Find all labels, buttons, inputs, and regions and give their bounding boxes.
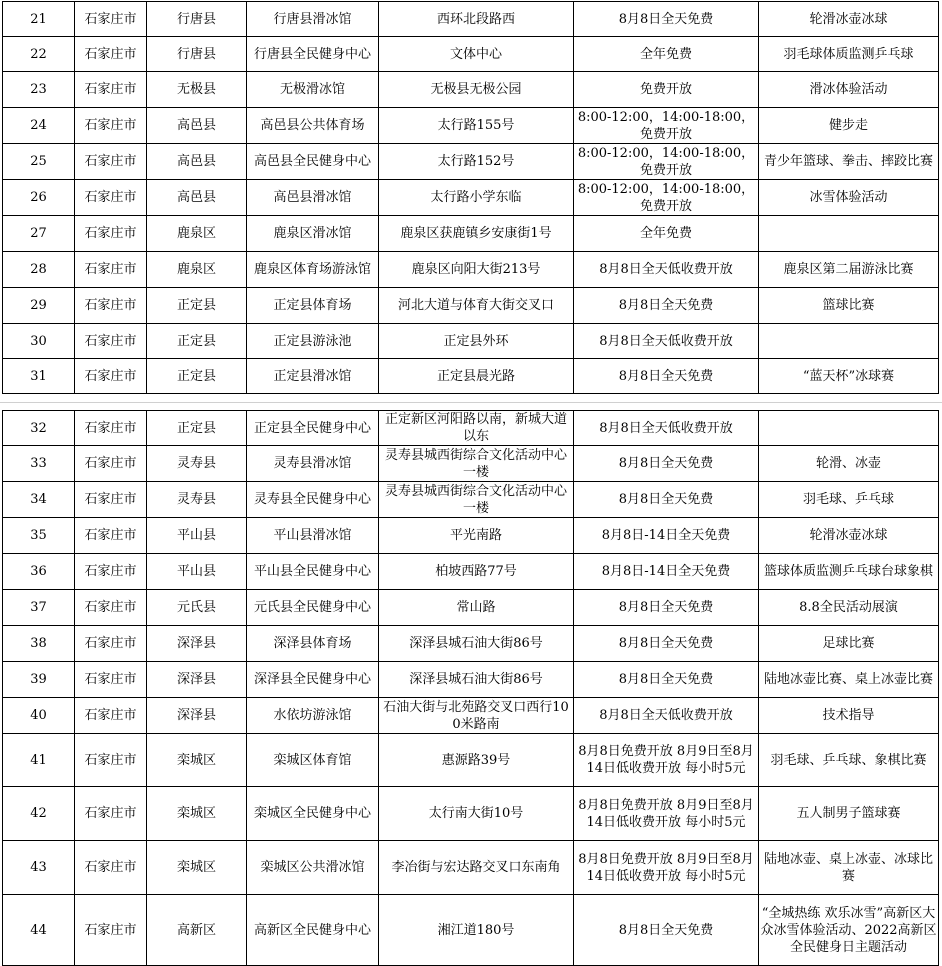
venue-table-part2 bbox=[2, 410, 939, 966]
venue-cell: 正定县游泳池 bbox=[247, 324, 379, 359]
city-cell: 石家庄市 bbox=[75, 288, 147, 324]
address-cell: 太行路155号 bbox=[379, 108, 574, 144]
activity-cell: 羽毛球、乒乓球、象棋比赛 bbox=[759, 734, 939, 787]
address-cell: 鹿泉区向阳大街213号 bbox=[379, 252, 574, 288]
hours-cell: 8月8日全天免费 bbox=[574, 590, 759, 626]
hours-cell: 全年免费 bbox=[574, 216, 759, 252]
venue-cell: 灵寿县滑冰馆 bbox=[247, 446, 379, 482]
venue-cell: 正定县滑冰馆 bbox=[247, 359, 379, 394]
county-cell: 元氏县 bbox=[147, 590, 247, 626]
activity-cell: 青少年篮球、拳击、摔跤比赛 bbox=[759, 144, 939, 180]
county-cell: 平山县 bbox=[147, 518, 247, 554]
table-row bbox=[3, 482, 939, 518]
activity-cell: 轮滑、冰壶 bbox=[759, 446, 939, 482]
county-cell: 灵寿县 bbox=[147, 482, 247, 518]
hours-cell: 8月8日全天免费 bbox=[574, 359, 759, 394]
venue-cell: 正定县全民健身中心 bbox=[247, 411, 379, 446]
activity-cell: 鹿泉区第二届游泳比赛 bbox=[759, 252, 939, 288]
hours-cell: 8月8日免费开放 8月9日至8月14日低收费开放 每小时5元 bbox=[574, 734, 759, 787]
activity-cell: 技术指导 bbox=[759, 698, 939, 734]
table-row bbox=[3, 662, 939, 698]
address-cell: 柏坡西路77号 bbox=[379, 554, 574, 590]
county-cell: 高邑县 bbox=[147, 180, 247, 216]
hours-cell: 8月8日免费开放 8月9日至8月14日低收费开放 每小时5元 bbox=[574, 787, 759, 841]
city-cell: 石家庄市 bbox=[75, 180, 147, 216]
row-number-cell: 29 bbox=[3, 288, 75, 324]
city-cell: 石家庄市 bbox=[75, 626, 147, 662]
hours-cell: 8月8日全天免费 bbox=[574, 288, 759, 324]
address-cell: 平光南路 bbox=[379, 518, 574, 554]
city-cell: 石家庄市 bbox=[75, 698, 147, 734]
row-number-cell: 31 bbox=[3, 359, 75, 394]
city-cell: 石家庄市 bbox=[75, 787, 147, 841]
table-row bbox=[3, 590, 939, 626]
activity-cell: 陆地冰壶、桌上冰壶、冰球比赛 bbox=[759, 841, 939, 895]
city-cell: 石家庄市 bbox=[75, 590, 147, 626]
table-row bbox=[3, 626, 939, 662]
city-cell: 石家庄市 bbox=[75, 144, 147, 180]
county-cell: 栾城区 bbox=[147, 787, 247, 841]
city-cell: 石家庄市 bbox=[75, 518, 147, 554]
activity-cell: “蓝天杯”冰球赛 bbox=[759, 359, 939, 394]
county-cell: 高邑县 bbox=[147, 144, 247, 180]
city-cell: 石家庄市 bbox=[75, 841, 147, 895]
activity-cell: 健步走 bbox=[759, 108, 939, 144]
county-cell: 栾城区 bbox=[147, 734, 247, 787]
row-number-cell: 41 bbox=[3, 734, 75, 787]
venue-cell: 元氏县全民健身中心 bbox=[247, 590, 379, 626]
table-row bbox=[3, 37, 939, 72]
county-cell: 鹿泉区 bbox=[147, 252, 247, 288]
row-number-cell: 39 bbox=[3, 662, 75, 698]
city-cell: 石家庄市 bbox=[75, 2, 147, 37]
table-row bbox=[3, 841, 939, 895]
address-cell: 河北大道与体育大街交叉口 bbox=[379, 288, 574, 324]
address-cell: 灵寿县城西街综合文化活动中心一楼 bbox=[379, 446, 574, 482]
hours-cell: 8:00-12:00，14:00-18:00，免费开放 bbox=[574, 180, 759, 216]
address-cell: 正定新区河阳路以南，新城大道以东 bbox=[379, 411, 574, 446]
city-cell: 石家庄市 bbox=[75, 216, 147, 252]
city-cell: 石家庄市 bbox=[75, 446, 147, 482]
row-number-cell: 28 bbox=[3, 252, 75, 288]
row-number-cell: 35 bbox=[3, 518, 75, 554]
activity-cell: 8.8全民活动展演 bbox=[759, 590, 939, 626]
address-cell: 常山路 bbox=[379, 590, 574, 626]
venue-table-part1 bbox=[2, 1, 939, 394]
table-row bbox=[3, 72, 939, 108]
address-cell: 太行路小学东临 bbox=[379, 180, 574, 216]
table-row bbox=[3, 698, 939, 734]
county-cell: 行唐县 bbox=[147, 37, 247, 72]
county-cell: 行唐县 bbox=[147, 2, 247, 37]
hours-cell: 8月8日全天免费 bbox=[574, 662, 759, 698]
row-number-cell: 38 bbox=[3, 626, 75, 662]
venue-cell: 鹿泉区滑冰馆 bbox=[247, 216, 379, 252]
hours-cell: 8月8日全天免费 bbox=[574, 626, 759, 662]
table-row bbox=[3, 216, 939, 252]
county-cell: 正定县 bbox=[147, 288, 247, 324]
page-divider bbox=[0, 402, 942, 403]
row-number-cell: 21 bbox=[3, 2, 75, 37]
address-cell: 文体中心 bbox=[379, 37, 574, 72]
address-cell: 正定县外环 bbox=[379, 324, 574, 359]
venue-cell: 平山县全民健身中心 bbox=[247, 554, 379, 590]
hours-cell: 8月8日全天低收费开放 bbox=[574, 411, 759, 446]
row-number-cell: 36 bbox=[3, 554, 75, 590]
county-cell: 深泽县 bbox=[147, 698, 247, 734]
hours-cell: 8月8日免费开放 8月9日至8月14日低收费开放 每小时5元 bbox=[574, 841, 759, 895]
hours-cell: 8月8日全天低收费开放 bbox=[574, 698, 759, 734]
hours-cell: 8月8日全天免费 bbox=[574, 2, 759, 37]
venue-cell: 高邑县公共体育场 bbox=[247, 108, 379, 144]
address-cell: 深泽县城石油大街86号 bbox=[379, 626, 574, 662]
address-cell: 深泽县城石油大街86号 bbox=[379, 662, 574, 698]
table-row bbox=[3, 787, 939, 841]
row-number-cell: 26 bbox=[3, 180, 75, 216]
table-row bbox=[3, 324, 939, 359]
address-cell: 石油大街与北苑路交叉口西行100米路南 bbox=[379, 698, 574, 734]
address-cell: 太行路152号 bbox=[379, 144, 574, 180]
venue-cell: 高新区全民健身中心 bbox=[247, 895, 379, 966]
county-cell: 正定县 bbox=[147, 359, 247, 394]
county-cell: 高新区 bbox=[147, 895, 247, 966]
venue-cell: 水依坊游泳馆 bbox=[247, 698, 379, 734]
county-cell: 平山县 bbox=[147, 554, 247, 590]
county-cell: 高邑县 bbox=[147, 108, 247, 144]
table-row bbox=[3, 288, 939, 324]
county-cell: 栾城区 bbox=[147, 841, 247, 895]
table-row bbox=[3, 411, 939, 446]
address-cell: 李冶街与宏达路交叉口东南角 bbox=[379, 841, 574, 895]
venue-cell: 无极滑冰馆 bbox=[247, 72, 379, 108]
venue-cell: 正定县体育场 bbox=[247, 288, 379, 324]
venue-cell: 高邑县滑冰馆 bbox=[247, 180, 379, 216]
hours-cell: 全年免费 bbox=[574, 37, 759, 72]
row-number-cell: 24 bbox=[3, 108, 75, 144]
row-number-cell: 33 bbox=[3, 446, 75, 482]
row-number-cell: 44 bbox=[3, 895, 75, 966]
activity-cell: 篮球比赛 bbox=[759, 288, 939, 324]
row-number-cell: 43 bbox=[3, 841, 75, 895]
row-number-cell: 32 bbox=[3, 411, 75, 446]
activity-cell: “全城热练 欢乐冰雪”高新区大众冰雪体验活动、2022高新区全民健身日主题活动 bbox=[759, 895, 939, 966]
county-cell: 鹿泉区 bbox=[147, 216, 247, 252]
city-cell: 石家庄市 bbox=[75, 482, 147, 518]
activity-cell bbox=[759, 216, 939, 252]
address-cell: 惠源路39号 bbox=[379, 734, 574, 787]
activity-cell: 羽毛球、乒乓球 bbox=[759, 482, 939, 518]
city-cell: 石家庄市 bbox=[75, 252, 147, 288]
county-cell: 无极县 bbox=[147, 72, 247, 108]
venue-cell: 栾城区体育馆 bbox=[247, 734, 379, 787]
activity-cell: 轮滑冰壶冰球 bbox=[759, 518, 939, 554]
address-cell: 灵寿县城西街综合文化活动中心一楼 bbox=[379, 482, 574, 518]
activity-cell: 陆地冰壶比赛、桌上冰壶比赛 bbox=[759, 662, 939, 698]
city-cell: 石家庄市 bbox=[75, 359, 147, 394]
table-row bbox=[3, 144, 939, 180]
address-cell: 湘江道180号 bbox=[379, 895, 574, 966]
address-cell: 无极县无极公园 bbox=[379, 72, 574, 108]
hours-cell: 8月8日全天免费 bbox=[574, 446, 759, 482]
row-number-cell: 30 bbox=[3, 324, 75, 359]
venue-cell: 高邑县全民健身中心 bbox=[247, 144, 379, 180]
venue-cell: 栾城区全民健身中心 bbox=[247, 787, 379, 841]
table-row bbox=[3, 180, 939, 216]
activity-cell: 轮滑冰壶冰球 bbox=[759, 2, 939, 37]
row-number-cell: 37 bbox=[3, 590, 75, 626]
city-cell: 石家庄市 bbox=[75, 554, 147, 590]
hours-cell: 8月8日-14日全天免费 bbox=[574, 518, 759, 554]
venue-cell: 行唐县滑冰馆 bbox=[247, 2, 379, 37]
hours-cell: 8月8日全天低收费开放 bbox=[574, 252, 759, 288]
table-row bbox=[3, 895, 939, 966]
hours-cell: 8月8日全天免费 bbox=[574, 895, 759, 966]
city-cell: 石家庄市 bbox=[75, 108, 147, 144]
hours-cell: 免费开放 bbox=[574, 72, 759, 108]
venue-cell: 深泽县全民健身中心 bbox=[247, 662, 379, 698]
city-cell: 石家庄市 bbox=[75, 734, 147, 787]
row-number-cell: 27 bbox=[3, 216, 75, 252]
hours-cell: 8月8日全天免费 bbox=[574, 482, 759, 518]
venue-cell: 深泽县体育场 bbox=[247, 626, 379, 662]
city-cell: 石家庄市 bbox=[75, 324, 147, 359]
venue-cell: 栾城区公共滑冰馆 bbox=[247, 841, 379, 895]
venue-cell: 平山县滑冰馆 bbox=[247, 518, 379, 554]
table-row bbox=[3, 518, 939, 554]
county-cell: 正定县 bbox=[147, 411, 247, 446]
hours-cell: 8月8日全天低收费开放 bbox=[574, 324, 759, 359]
venue-cell: 行唐县全民健身中心 bbox=[247, 37, 379, 72]
county-cell: 灵寿县 bbox=[147, 446, 247, 482]
address-cell: 西环北段路西 bbox=[379, 2, 574, 37]
activity-cell: 滑冰体验活动 bbox=[759, 72, 939, 108]
row-number-cell: 40 bbox=[3, 698, 75, 734]
activity-cell: 五人制男子篮球赛 bbox=[759, 787, 939, 841]
row-number-cell: 42 bbox=[3, 787, 75, 841]
county-cell: 深泽县 bbox=[147, 662, 247, 698]
row-number-cell: 25 bbox=[3, 144, 75, 180]
table-row bbox=[3, 734, 939, 787]
activity-cell: 篮球体质监测乒乓球台球象棋 bbox=[759, 554, 939, 590]
city-cell: 石家庄市 bbox=[75, 37, 147, 72]
activity-cell bbox=[759, 411, 939, 446]
table-row bbox=[3, 359, 939, 394]
address-cell: 太行南大街10号 bbox=[379, 787, 574, 841]
city-cell: 石家庄市 bbox=[75, 411, 147, 446]
venue-cell: 灵寿县全民健身中心 bbox=[247, 482, 379, 518]
activity-cell: 冰雪体验活动 bbox=[759, 180, 939, 216]
table-row bbox=[3, 2, 939, 37]
activity-cell: 羽毛球体质监测乒乓球 bbox=[759, 37, 939, 72]
city-cell: 石家庄市 bbox=[75, 72, 147, 108]
county-cell: 深泽县 bbox=[147, 626, 247, 662]
activity-cell: 足球比赛 bbox=[759, 626, 939, 662]
address-cell: 正定县晨光路 bbox=[379, 359, 574, 394]
activity-cell bbox=[759, 324, 939, 359]
venue-cell: 鹿泉区体育场游泳馆 bbox=[247, 252, 379, 288]
table-row bbox=[3, 252, 939, 288]
hours-cell: 8:00-12:00，14:00-18:00，免费开放 bbox=[574, 144, 759, 180]
city-cell: 石家庄市 bbox=[75, 895, 147, 966]
hours-cell: 8月8日-14日全天免费 bbox=[574, 554, 759, 590]
row-number-cell: 23 bbox=[3, 72, 75, 108]
table-row bbox=[3, 554, 939, 590]
county-cell: 正定县 bbox=[147, 324, 247, 359]
row-number-cell: 34 bbox=[3, 482, 75, 518]
hours-cell: 8:00-12:00，14:00-18:00，免费开放 bbox=[574, 108, 759, 144]
city-cell: 石家庄市 bbox=[75, 662, 147, 698]
table-row bbox=[3, 108, 939, 144]
address-cell: 鹿泉区获鹿镇乡安康街1号 bbox=[379, 216, 574, 252]
row-number-cell: 22 bbox=[3, 37, 75, 72]
table-row bbox=[3, 446, 939, 482]
